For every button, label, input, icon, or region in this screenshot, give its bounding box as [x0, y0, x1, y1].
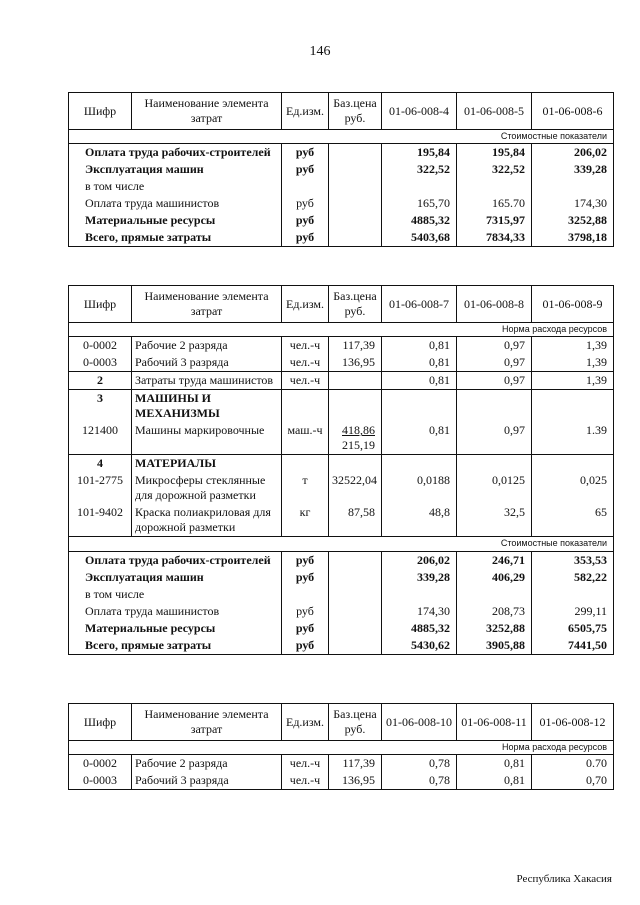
price-cell: 32522,04: [329, 472, 382, 504]
col-header-rate: 01-06-008-11: [457, 704, 532, 741]
value-cell: 0,78: [382, 755, 457, 773]
resource-name: Рабочий 3 разряда: [132, 354, 282, 372]
value-cell: 0,81: [382, 354, 457, 372]
value-cell: 165.70: [457, 195, 532, 212]
resource-row: [69, 372, 614, 390]
value-cell: 1.39: [532, 422, 614, 455]
resource-code: 0-0003: [69, 354, 132, 372]
section-label: Норма расхода ресурсов: [69, 741, 614, 755]
cost-row: [69, 551, 614, 569]
value-cell: [457, 455, 532, 473]
value-cell: 0,81: [382, 337, 457, 355]
resource-row: [69, 472, 614, 504]
price-cell: 136,95: [329, 772, 382, 790]
value-cell: 0,81: [382, 372, 457, 390]
value-cell: 0,70: [532, 772, 614, 790]
resource-name: Рабочие 2 разряда: [132, 337, 282, 355]
cost-name: Оплата труда рабочих-строителей: [69, 144, 282, 162]
value-cell: 0,78: [382, 772, 457, 790]
col-header-price: Баз.цена руб.: [329, 93, 382, 130]
price-cell: [329, 372, 382, 390]
col-header-price: Баз.цена руб.: [329, 704, 382, 741]
cost-table-3: [68, 703, 614, 790]
col-header-unit: Ед.изм.: [282, 704, 329, 741]
col-header-rate: 01-06-008-6: [532, 93, 614, 130]
price-cell: [329, 569, 382, 586]
unit-cell: руб: [282, 603, 329, 620]
col-header-unit: Ед.изм.: [282, 286, 329, 323]
page-number: 146: [309, 44, 331, 59]
value-cell: [457, 390, 532, 423]
cost-table-1: [68, 92, 614, 247]
value-cell: 0,97: [457, 422, 532, 455]
value-cell: [457, 178, 532, 195]
resource-row: [69, 337, 614, 355]
cost-row: [69, 637, 614, 655]
col-header-unit: Ед.изм.: [282, 93, 329, 130]
table-header-row: [69, 286, 614, 323]
value-cell: 322,52: [457, 161, 532, 178]
price-cell: [329, 620, 382, 637]
resource-code: 0-0002: [69, 337, 132, 355]
price-cell: 136,95: [329, 354, 382, 372]
value-cell: 1,39: [532, 354, 614, 372]
table-header-row: [69, 93, 614, 130]
value-cell: 1,39: [532, 372, 614, 390]
value-cell: 339,28: [532, 161, 614, 178]
table-header-row: [69, 704, 614, 741]
price-cell: [329, 390, 382, 423]
value-cell: 3905,88: [457, 637, 532, 655]
col-header-rate: 01-06-008-7: [382, 286, 457, 323]
cost-name: Оплата труда машинистов: [69, 603, 282, 620]
col-header-name: Наименование элемента затрат: [132, 286, 282, 323]
section-row: [69, 741, 614, 755]
resource-code: 2: [69, 372, 132, 390]
value-cell: 4885,32: [382, 212, 457, 229]
group-row: [69, 455, 614, 473]
col-header-rate: 01-06-008-10: [382, 704, 457, 741]
value-cell: 32,5: [457, 504, 532, 537]
resource-name: Затраты труда машинистов: [132, 372, 282, 390]
resource-row: [69, 422, 614, 455]
resource-row: [69, 755, 614, 773]
col-header-code: Шифр: [69, 704, 132, 741]
unit-cell: чел.-ч: [282, 755, 329, 773]
section-label: Стоимостные показатели: [69, 537, 614, 551]
value-cell: [532, 390, 614, 423]
value-cell: [532, 455, 614, 473]
resource-code: 0-0002: [69, 755, 132, 773]
col-header-price: Баз.цена руб.: [329, 286, 382, 323]
price-cell: 117,39: [329, 755, 382, 773]
resource-name: МАШИНЫ И МЕХАНИЗМЫ: [132, 390, 282, 423]
unit-cell: кг: [282, 504, 329, 537]
value-cell: [382, 455, 457, 473]
unit-cell: руб: [282, 161, 329, 178]
value-cell: 7441,50: [532, 637, 614, 655]
value-cell: 3252,88: [457, 620, 532, 637]
group-row: [69, 390, 614, 423]
value-cell: 174,30: [382, 603, 457, 620]
value-cell: 0,97: [457, 372, 532, 390]
cost-name: Оплата труда рабочих-строителей: [69, 551, 282, 569]
unit-cell: [282, 178, 329, 195]
price-cell: [329, 212, 382, 229]
value-cell: 246,71: [457, 551, 532, 569]
table-body: [69, 144, 614, 247]
value-cell: 299,11: [532, 603, 614, 620]
unit-cell: руб: [282, 144, 329, 162]
value-cell: 206,02: [382, 551, 457, 569]
value-cell: 195,84: [382, 144, 457, 162]
resource-row: [69, 354, 614, 372]
price-cell: [329, 161, 382, 178]
table-body: [69, 337, 614, 537]
value-cell: 0,0125: [457, 472, 532, 504]
value-cell: 48,8: [382, 504, 457, 537]
value-cell: 0,81: [382, 422, 457, 455]
unit-cell: т: [282, 472, 329, 504]
cost-row: [69, 144, 614, 162]
unit-cell: [282, 586, 329, 603]
resource-name: Рабочие 2 разряда: [132, 755, 282, 773]
resource-code: 4: [69, 455, 132, 473]
price-secondary: 215,19: [342, 438, 375, 453]
price-primary: 418,86: [342, 423, 375, 438]
footer-region-name: Республика Хакасия: [516, 873, 612, 885]
cost-table-2: [68, 285, 614, 655]
cost-row: [69, 620, 614, 637]
value-cell: 0,81: [457, 755, 532, 773]
price-cell: [329, 422, 382, 455]
resource-code: 0-0003: [69, 772, 132, 790]
price-cell: [329, 229, 382, 247]
unit-cell: руб: [282, 637, 329, 655]
resource-name: Машины маркировочные: [132, 422, 282, 455]
value-cell: 3252,88: [532, 212, 614, 229]
value-cell: 65: [532, 504, 614, 537]
value-cell: 0,97: [457, 337, 532, 355]
value-cell: 0,025: [532, 472, 614, 504]
value-cell: 165,70: [382, 195, 457, 212]
unit-cell: чел.-ч: [282, 354, 329, 372]
resource-code: 121400: [69, 422, 132, 455]
resource-name: Микросферы стеклянные для дорожной разметки: [132, 472, 282, 504]
cost-name: Всего, прямые затраты: [69, 229, 282, 247]
cost-row: [69, 212, 614, 229]
value-cell: 406,29: [457, 569, 532, 586]
value-cell: 7315,97: [457, 212, 532, 229]
value-cell: 0.70: [532, 755, 614, 773]
unit-cell: руб: [282, 212, 329, 229]
price-cell: [329, 637, 382, 655]
cost-name: в том числе: [69, 586, 282, 603]
section-label: Норма расхода ресурсов: [69, 323, 614, 337]
cost-name: Оплата труда машинистов: [69, 195, 282, 212]
unit-cell: руб: [282, 229, 329, 247]
unit-cell: руб: [282, 195, 329, 212]
value-cell: 5430,62: [382, 637, 457, 655]
resource-name: Краска полиакриловая для дорожной разметки: [132, 504, 282, 537]
col-header-code: Шифр: [69, 286, 132, 323]
value-cell: 6505,75: [532, 620, 614, 637]
col-header-rate: 01-06-008-12: [532, 704, 614, 741]
value-cell: 7834,33: [457, 229, 532, 247]
resource-row: [69, 772, 614, 790]
col-header-rate: 01-06-008-5: [457, 93, 532, 130]
col-header-rate: 01-06-008-8: [457, 286, 532, 323]
value-cell: [382, 586, 457, 603]
value-cell: 1,39: [532, 337, 614, 355]
value-cell: 322,52: [382, 161, 457, 178]
unit-cell: маш.-ч: [282, 422, 329, 455]
table-body: [69, 551, 614, 654]
unit-cell: чел.-ч: [282, 772, 329, 790]
cost-name: Эксплуатация машин: [69, 569, 282, 586]
value-cell: 582,22: [532, 569, 614, 586]
value-cell: 3798,18: [532, 229, 614, 247]
resource-name: Рабочий 3 разряда: [132, 772, 282, 790]
value-cell: 208,73: [457, 603, 532, 620]
value-cell: 0,97: [457, 354, 532, 372]
cost-row: [69, 586, 614, 603]
cost-name: в том числе: [69, 178, 282, 195]
price-cell: [329, 178, 382, 195]
price-cell: [329, 455, 382, 473]
value-cell: [382, 390, 457, 423]
value-cell: 206,02: [532, 144, 614, 162]
cost-row: [69, 178, 614, 195]
resource-row: [69, 504, 614, 537]
price-cell: [329, 586, 382, 603]
cost-name: Эксплуатация машин: [69, 161, 282, 178]
table-body: [69, 755, 614, 790]
resource-code: 3: [69, 390, 132, 423]
unit-cell: чел.-ч: [282, 337, 329, 355]
price-cell: 87,58: [329, 504, 382, 537]
value-cell: 353,53: [532, 551, 614, 569]
unit-cell: руб: [282, 551, 329, 569]
unit-cell: [282, 455, 329, 473]
cost-row: [69, 229, 614, 247]
col-header-rate: 01-06-008-9: [532, 286, 614, 323]
value-cell: 0,81: [457, 772, 532, 790]
cost-name: Материальные ресурсы: [69, 620, 282, 637]
section-label: Стоимостные показатели: [69, 130, 614, 144]
price-cell: 117,39: [329, 337, 382, 355]
resource-code: 101-9402: [69, 504, 132, 537]
value-cell: 0,0188: [382, 472, 457, 504]
value-cell: 195,84: [457, 144, 532, 162]
value-cell: 339,28: [382, 569, 457, 586]
value-cell: [382, 178, 457, 195]
unit-cell: [282, 390, 329, 423]
price-cell: [329, 144, 382, 162]
cost-name: Материальные ресурсы: [69, 212, 282, 229]
value-cell: 5403,68: [382, 229, 457, 247]
price-cell: [329, 195, 382, 212]
resource-code: 101-2775: [69, 472, 132, 504]
value-cell: [457, 586, 532, 603]
unit-cell: чел.-ч: [282, 372, 329, 390]
cost-row: [69, 195, 614, 212]
unit-cell: руб: [282, 569, 329, 586]
section-row: [69, 130, 614, 144]
unit-cell: руб: [282, 620, 329, 637]
cost-name: Всего, прямые затраты: [69, 637, 282, 655]
price-cell: [329, 551, 382, 569]
value-cell: [532, 586, 614, 603]
col-header-name: Наименование элемента затрат: [132, 704, 282, 741]
cost-row: [69, 161, 614, 178]
value-cell: 4885,32: [382, 620, 457, 637]
section-row: [69, 323, 614, 337]
price-cell: [329, 603, 382, 620]
cost-row: [69, 569, 614, 586]
cost-row: [69, 603, 614, 620]
section-row: [69, 537, 614, 551]
col-header-code: Шифр: [69, 93, 132, 130]
col-header-name: Наименование элемента затрат: [132, 93, 282, 130]
value-cell: [532, 178, 614, 195]
col-header-rate: 01-06-008-4: [382, 93, 457, 130]
value-cell: 174,30: [532, 195, 614, 212]
resource-name: МАТЕРИАЛЫ: [132, 455, 282, 473]
